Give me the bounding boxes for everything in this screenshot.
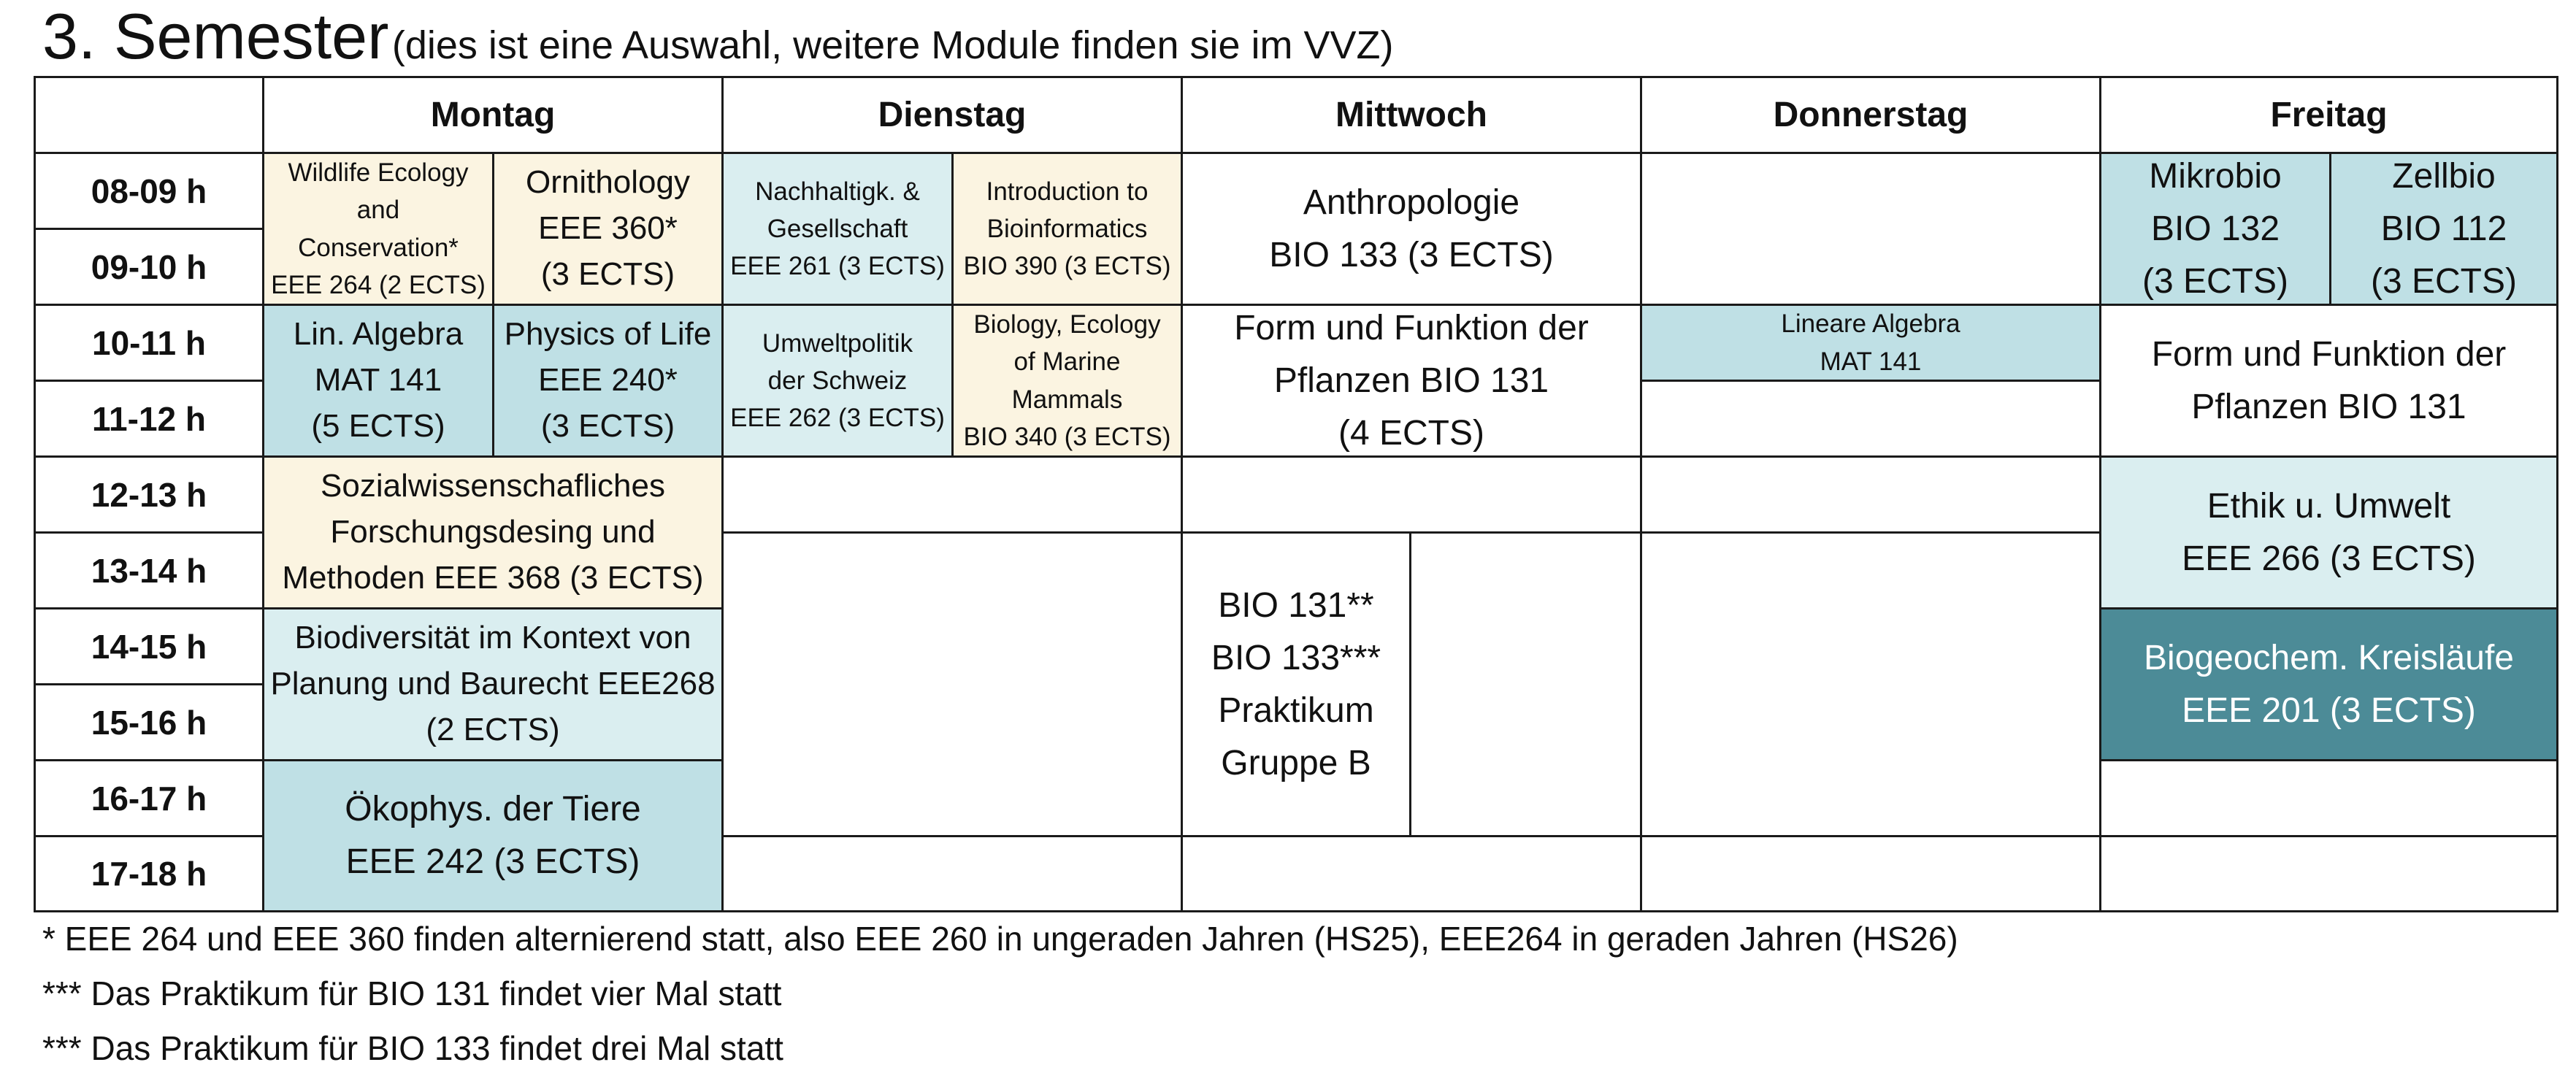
course-nachhaltigkeit: Nachhaltigk. & Gesellschaft EEE 261 (3 ECTS) (721, 152, 954, 306)
page-title (42, 0, 1394, 73)
course-mikrobio: Mikrobio BIO 132 (3 ECTS) (2099, 152, 2331, 306)
course-biogeochem-kreislaeufe: Biogeochem. Kreisläufe EEE 201 (3 ECTS) (2099, 607, 2558, 761)
course-biodiversitaet: Biodiversität im Kontext von Planung und Baurecht EEE268 (2 ECTS) (262, 607, 724, 761)
empty-slot (1640, 152, 2101, 306)
empty-slot (1409, 531, 1642, 837)
course-wildlife-ecology: Wildlife Ecology and Conservation* EEE 264 (2 ECTS) (262, 152, 494, 306)
course-zellbio: Zellbio BIO 112 (3 ECTS) (2329, 152, 2558, 306)
time-slot: 10-11 h (34, 304, 264, 382)
empty-slot (1640, 380, 2101, 458)
footnote: *** Das Praktikum für BIO 131 findet vier Mal statt (42, 974, 782, 1012)
day-header-mittwoch: Mittwoch (1181, 76, 1642, 154)
empty-slot (2099, 835, 2558, 912)
time-slot: 17-18 h (34, 835, 264, 912)
day-header-montag: Montag (262, 76, 724, 154)
empty-slot (721, 455, 1183, 534)
course-umweltpolitik: Umweltpolitik der Schweiz EEE 262 (3 ECTS) (721, 304, 954, 458)
course-marine-mammals: Biology, Ecology of Marine Mammals BIO 340 (3 ECTS) (951, 304, 1183, 458)
course-sozialwissenschaftliches: Sozialwissenschafliches Forschungsdesing und Methoden EEE 368 (3 ECTS) (262, 455, 724, 609)
course-lineare-algebra-donnerstag: Lineare Algebra MAT 141 (1640, 304, 2101, 382)
footnote: * EEE 264 und EEE 360 finden alternierend statt, also EEE 260 in ungeraden Jahren (HS25), EEE264 in geraden Jahren (HS26) (42, 920, 1958, 958)
title-subtitle: (dies ist eine Auswahl, weitere Module finden sie im VVZ) (391, 23, 1394, 67)
time-slot: 15-16 h (34, 683, 264, 761)
time-slot: 16-17 h (34, 759, 264, 837)
empty-slot (721, 531, 1183, 837)
time-slot: 11-12 h (34, 380, 264, 458)
corner-cell (34, 76, 264, 154)
empty-slot (1640, 455, 2101, 534)
footnote: *** Das Praktikum für BIO 133 findet drei Mal statt (42, 1029, 783, 1067)
day-header-dienstag: Dienstag (721, 76, 1183, 154)
empty-slot (1181, 455, 1642, 534)
course-oekophys-tiere: Ökophys. der Tiere EEE 242 (3 ECTS) (262, 759, 724, 912)
empty-slot (1181, 835, 1642, 912)
time-slot: 12-13 h (34, 455, 264, 534)
empty-slot (721, 835, 1183, 912)
course-ethik-umwelt: Ethik u. Umwelt EEE 266 (3 ECTS) (2099, 455, 2558, 609)
course-bioinformatics: Introduction to Bioinformatics BIO 390 (3 ECTS) (951, 152, 1183, 306)
course-physics-of-life: Physics of Life EEE 240* (3 ECTS) (492, 304, 724, 458)
title-main: 3. Semester (42, 0, 389, 72)
course-anthropologie: Anthropologie BIO 133 (3 ECTS) (1181, 152, 1642, 306)
time-slot: 14-15 h (34, 607, 264, 685)
timetable (34, 76, 2558, 912)
day-header-freitag: Freitag (2099, 76, 2558, 154)
empty-slot (2099, 759, 2558, 837)
time-slot: 13-14 h (34, 531, 264, 609)
course-form-funktion-freitag: Form und Funktion der Pflanzen BIO 131 (2099, 304, 2558, 458)
course-praktikum-gruppe-b: BIO 131** BIO 133*** Praktikum Gruppe B (1181, 531, 1411, 837)
empty-slot (1640, 835, 2101, 912)
day-header-donnerstag: Donnerstag (1640, 76, 2101, 154)
time-slot: 09-10 h (34, 228, 264, 306)
course-form-funktion-mittwoch: Form und Funktion der Pflanzen BIO 131 (4 ECTS) (1181, 304, 1642, 458)
time-slot: 08-09 h (34, 152, 264, 230)
course-lin-algebra: Lin. Algebra MAT 141 (5 ECTS) (262, 304, 494, 458)
empty-slot (1640, 531, 2101, 837)
course-ornithology: Ornithology EEE 360* (3 ECTS) (492, 152, 724, 306)
